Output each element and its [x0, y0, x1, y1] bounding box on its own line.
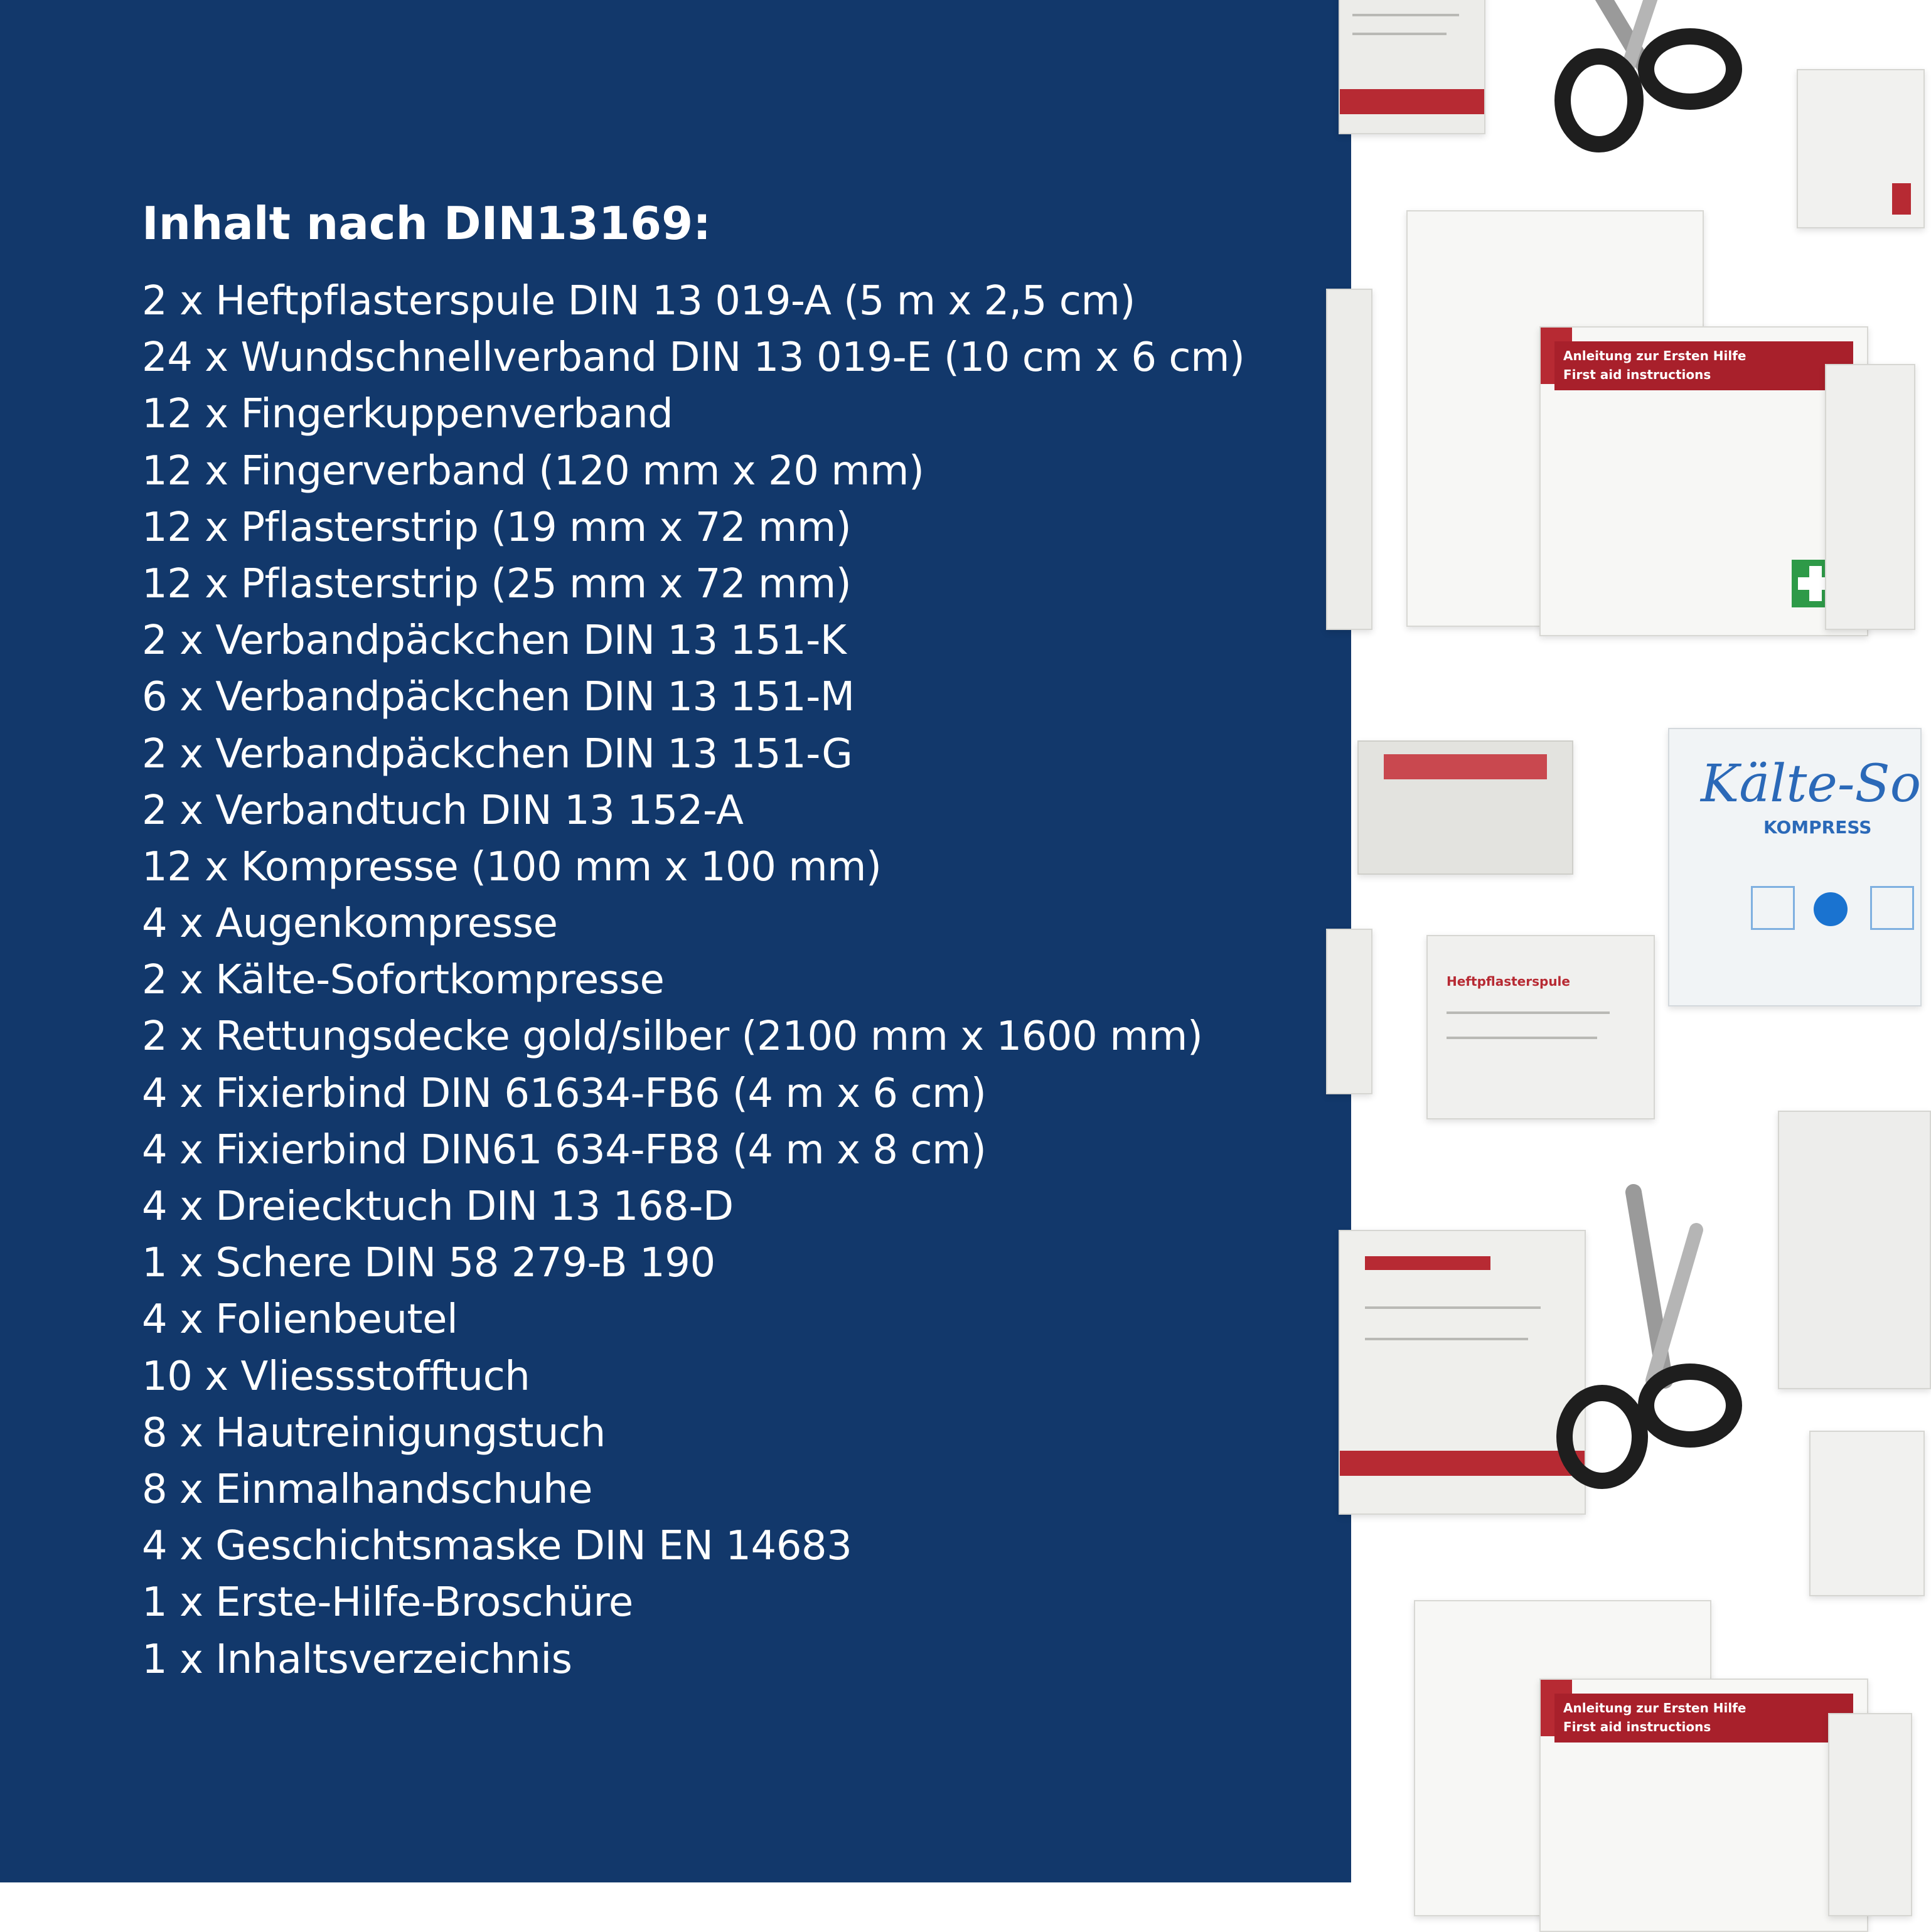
- list-item: 12 x Pflasterstrip (25 mm x 72 mm): [142, 560, 852, 607]
- compress-pack-photo: [1778, 1111, 1931, 1389]
- list-item: 12 x Kompresse (100 mm x 100 mm): [142, 843, 882, 890]
- bandage-roll-photo: [1357, 740, 1573, 875]
- list-item: 2 x Heftpflasterspule DIN 13 019-A (5 m x 2,5 cm): [142, 278, 1135, 324]
- manual-title: Anleitung zur Ersten Hilfe: [1563, 1700, 1746, 1716]
- list-item: 4 x Folienbeutel: [142, 1296, 458, 1343]
- content-heading: Inhalt nach DIN13169:: [142, 197, 711, 250]
- list-item: 2 x Verbandpäckchen DIN 13 151-G: [142, 730, 853, 777]
- compress-pack-photo: [1797, 69, 1925, 228]
- product-photo-panel: [1351, 0, 1922, 1882]
- list-item: 4 x Fixierbind DIN 61634-FB6 (4 m x 6 cm): [142, 1070, 987, 1117]
- list-item: 2 x Verbandpäckchen DIN 13 151-K: [142, 617, 847, 664]
- list-item: 4 x Fixierbind DIN61 634-FB8 (4 m x 8 cm): [142, 1126, 987, 1173]
- pack-edge-photo: [1326, 289, 1372, 630]
- list-item: 8 x Hautreinigungstuch: [142, 1409, 606, 1456]
- list-item: 1 x Erste-Hilfe-Broschüre: [142, 1579, 633, 1626]
- cold-pack-photo: [1668, 728, 1922, 1006]
- list-item: 8 x Einmalhandschuhe: [142, 1466, 592, 1513]
- pack-edge-photo: [1326, 929, 1372, 1094]
- list-item: 2 x Verbandtuch DIN 13 152-A: [142, 787, 744, 834]
- manual-subtitle: First aid instructions: [1563, 1719, 1711, 1734]
- manual-subtitle: First aid instructions: [1563, 367, 1711, 382]
- scissors-icon: [1533, 0, 1759, 157]
- list-item: 4 x Geschichtsmaske DIN EN 14683: [142, 1523, 852, 1570]
- plaster-spool-label: Heftpflasterspule: [1447, 974, 1570, 989]
- list-item: 4 x Augenkompresse: [142, 900, 558, 947]
- first-aid-manual-photo: [1539, 326, 1868, 636]
- cold-pack-brand: Kälte-So: [1701, 754, 1922, 814]
- plaster-spool-photo: [1426, 935, 1655, 1119]
- list-item: 12 x Fingerkuppenverband: [142, 391, 673, 438]
- first-aid-manual-photo: [1539, 1678, 1868, 1932]
- compress-pack-photo: [1809, 1431, 1925, 1596]
- plaster-pack-photo: [1825, 364, 1915, 630]
- scissors-icon: [1533, 1192, 1759, 1493]
- list-item: 4 x Dreiecktuch DIN 13 168-D: [142, 1183, 734, 1230]
- list-item: 1 x Inhaltsverzeichnis: [142, 1636, 572, 1683]
- list-item: 2 x Rettungsdecke gold/silber (2100 mm x 1600 mm): [142, 1013, 1203, 1060]
- list-item: 2 x Kälte-Sofortkompresse: [142, 957, 665, 1004]
- plaster-pack-photo: [1828, 1713, 1912, 1916]
- bandage-pack-photo: [1339, 0, 1485, 134]
- cold-pack-dot-icon: [1814, 892, 1848, 926]
- list-item: 12 x Pflasterstrip (19 mm x 72 mm): [142, 504, 852, 551]
- list-item: 10 x Vliessstofftuch: [142, 1353, 530, 1400]
- cold-pack-sub: KOMPRESS: [1763, 817, 1872, 838]
- list-item: 1 x Schere DIN 58 279-B 190: [142, 1240, 715, 1287]
- list-item: 12 x Fingerverband (120 mm x 20 mm): [142, 447, 924, 494]
- list-item: 24 x Wundschnellverband DIN 13 019-E (10 cm x 6 cm): [142, 334, 1245, 382]
- manual-title: Anleitung zur Ersten Hilfe: [1563, 348, 1746, 363]
- content-list: [142, 273, 1244, 1688]
- list-item: 6 x Verbandpäckchen DIN 13 151-M: [142, 674, 855, 721]
